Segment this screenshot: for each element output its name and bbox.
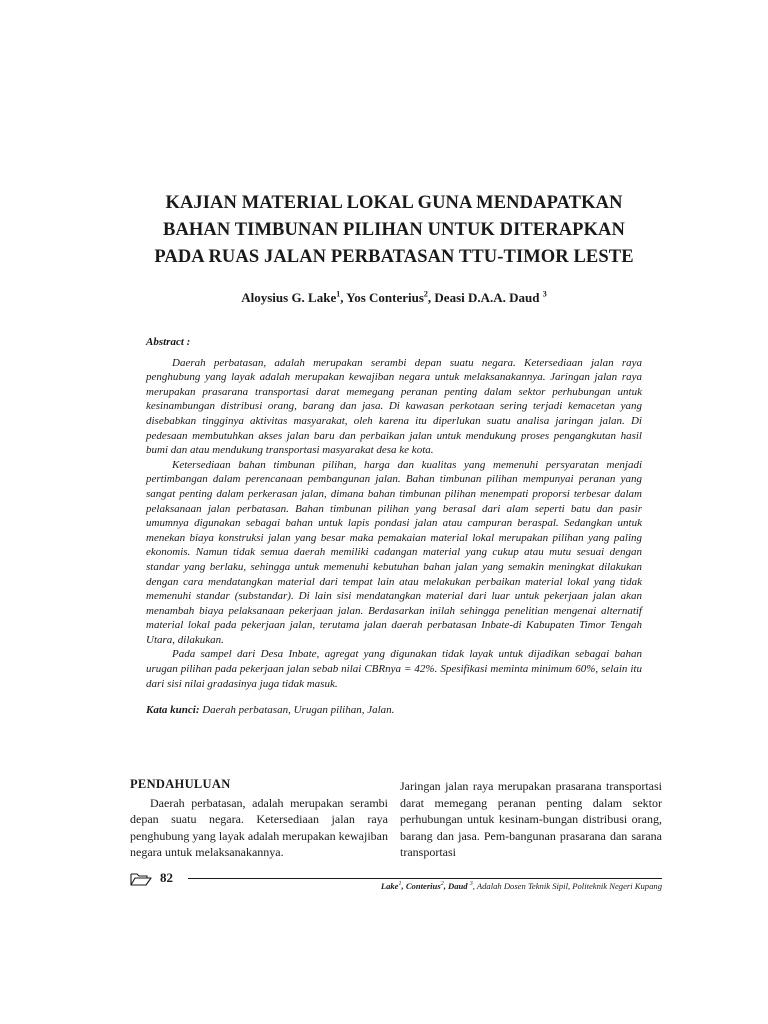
keywords: [146, 703, 642, 718]
footer-rule: [188, 878, 662, 879]
abstract-heading: Abstract :: [146, 336, 191, 348]
intro-paragraph-right: Jaringan jalan raya merupakan prasarana transportasi darat memegang peranan penting dalam sektor perhubungan untuk kesinam-bungan distribusi orang, barang dan jasa. Pem-bangunan prasarana dan sarana transportasi: [400, 779, 662, 860]
body-column-right: [400, 778, 662, 861]
page-footer: [126, 866, 666, 896]
abstract-paragraph-3: Pada sampel dari Desa Inbate, agregat yang digunakan tidak layak untuk dijadikan sebagai bahan urugan pilihan pada pekerjaan jalan sebab nilai CBRnya = 42%. Spesifikasi meminta minimum 60%, selain itu dari sisi nilai gradasinya juga tidak masuk.: [146, 648, 642, 690]
author-affiliation-note: [381, 881, 662, 891]
footer-sep-2: ,: [443, 881, 448, 891]
author-separator-2: ,: [427, 290, 435, 305]
abstract-paragraph-1: Daerah perbatasan, adalah merupakan serambi depan suatu negara. Ketersediaan jalan raya penghubung yang layak adalah merupakan kewajiban negara untuk melaksanakannya. Jaringan jalan raya merupakan prasarana transportasi darat memegang peranan penting dalam sektor perhubungan untuk kesinambungan distribusi orang, barang dan jasa. Di kawasan perkotaan sering terjadi kemacetan yang disebabkan tingginya aktivitas masyarakat, oleh karena itu diperlukan suatu analisa jaringan jalan. Di pedesaan membutuhkan akses jalan baru dan perbaikan jalan untuk mendukung proses pengangkutan hasil bumi dan atau mendukung transportasi masyarakat desa ke kota.: [146, 356, 642, 457]
page-number: 82: [160, 870, 173, 885]
section-heading-pendahuluan: PENDAHULUAN: [130, 777, 231, 791]
abstract-paragraph-2: Ketersediaan bahan timbunan pilihan, harga dan kualitas yang memenuhi persyaratan menjadi pertimbangan dalam perencanaan pembangunan jalan. Bahan timbunan pilihan mempunyai peranan yang sangat penting dalam perkerasan jalan, dimana bahan timbunan pilihan menempati proporsi terbesar dalam pelaksanaan jalan perbatasan. Bahan timbunan pilihan yang berasal dari alam seperti batu dan pasir umumnya digunakan sebagai bahan untuk lapis pondasi jalan atau campuran beraspal. Sedangkan untuk menekan biaya konstruksi jalan yang besar maka pemakaian material lokal merupakan pilihan yang paling ekonomis. Namun tidak semua daerah memiliki cadangan material yang cukup atau mutu sesuai dengan standar yang berlaku, sehingga untuk memenuhi kebutuhan bahan jalan yang semakin meningkat dilakukan dengan cara mendatangkan material dari tempat lain atau melakukan perbaikan material lokal yang tidak memenuhi standar (substandar). Di lain sisi mendatangkan material dari luar untuk pekerjaan jalan akan menambah biaya pelaksanaan pekerjaan jalan. Berdasarkan inilah sehingga penelitian mengenai alternatif material lokal pada pekerjaan jalan, terutama jalan daerah perbatasan Inbate-di Kabupaten Timor Tengah Utara, dilakukan.: [146, 458, 642, 646]
footer-affiliation: , Adalah Dosen Teknik Sipil, Politeknik Negeri Kupang: [472, 881, 662, 891]
author-3-affiliation: 3: [542, 289, 547, 299]
paper-title: [110, 190, 678, 271]
author-1: Aloysius G. Lake: [241, 290, 337, 305]
author-line: [110, 290, 678, 306]
author-3: Deasi D.A.A. Daud: [434, 290, 543, 305]
title-line-3: PADA RUAS JALAN PERBATASAN TTU-TIMOR LESTE: [154, 247, 634, 267]
keywords-label: Kata kunci:: [146, 704, 200, 717]
abstract-block: [146, 335, 642, 718]
footer-author-1: Lake: [380, 881, 399, 891]
title-line-2: BAHAN TIMBUNAN PILIHAN UNTUK DITERAPKAN: [163, 220, 625, 240]
keywords-text: Daerah perbatasan, Urugan pilihan, Jalan.: [199, 704, 395, 717]
author-separator-1: ,: [340, 290, 347, 305]
title-line-1: KAJIAN MATERIAL LOKAL GUNA MENDAPATKAN: [165, 193, 623, 213]
intro-paragraph-left: Daerah perbatasan, adalah merupakan serambi depan suatu negara. Ketersediaan jalan raya penghubung yang layak adalah merupakan kewajiban negara untuk melaksanakannya.: [130, 795, 388, 860]
footer-author-3-sup: 3: [469, 881, 473, 888]
footer-author-1-sup: 1: [398, 881, 402, 888]
footer-sep-1: ,: [401, 881, 406, 891]
folder-icon: [130, 872, 152, 886]
author-1-affiliation: 1: [336, 289, 341, 299]
footer-author-3: Daud: [447, 881, 470, 891]
footer-author-2-sup: 2: [440, 881, 444, 888]
footer-author-2: Conterius: [405, 881, 441, 891]
body-column-left: [130, 776, 388, 861]
author-2: Yos Conterius: [346, 290, 424, 305]
author-2-affiliation: 2: [423, 289, 428, 299]
